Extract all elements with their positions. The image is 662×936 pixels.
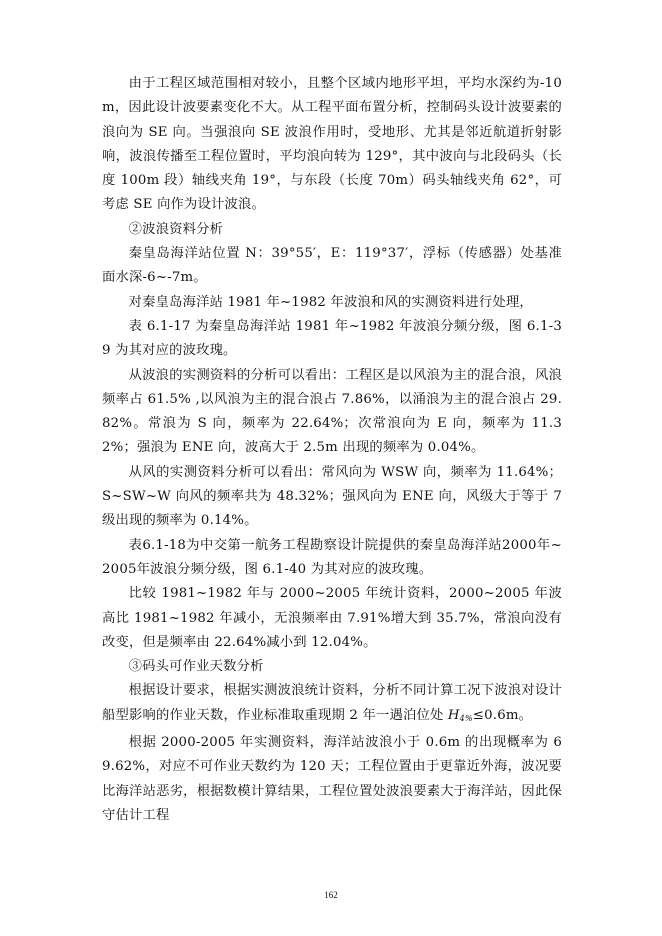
paragraph-wave-analysis: 从波浪的实测资料的分析可以看出：工程区是以风浪为主的混合浪，风浪频率占 61.5% ,以风浪为主的混合浪占 7.86%，以涌浪为主的混合浪占 29.82%。常浪为 S 向，频率为 22.64%；次常浪向为 E 向，频率为 11.32%；强浪为 ENE 向，波高大于 2.5m 出现的频率为 0.04%。 [102,367,562,456]
paragraph-measured-data: 根据 2000-2005 年实测资料，海洋站波浪小于 0.6m 的出现概率为 69.62%，对应不可作业天数约为 120 天；工程位置由于更靠近外海，波况要比海洋站恶劣，根据数模计算结果，工程位置处波浪要素大于海洋站，因此保守估计工程 [102,735,562,823]
body-text [102,72,562,828]
wave-height-formula [448,708,473,723]
paragraph-station-location: 秦皇岛海洋站位置 N：39°55′，E：119°37′，浮标（传感器）处基准面水深-6~-7m。 [102,246,562,286]
paragraph-design-standard [102,679,562,731]
paragraph-wind-analysis: 从风的实测资料分析可以看出：常风向为 WSW 向，频率为 11.64%；S~SW~W 向风的频率共为 48.32%；强风向为 ENE 向，风级大于等于 7 级出现的频率为 0.14%。 [102,464,562,529]
heading-operable-days: ③码头可作业天数分析 [128,659,264,675]
design-standard-text: 根据设计要求，根据实测波浪统计资料，分析不同计算工况下波浪对设计船型影响的作业天数，作业标准取重现期 2 年一遇泊位处 [102,683,562,723]
heading-wave-data-analysis: ②波浪资料分析 [128,221,224,237]
paragraph-table-6-1-17: 表 6.1-17 为秦皇岛海洋站 1981 年~1982 年波浪分频分级，图 6.1-39 为其对应的波玫瑰。 [102,318,562,359]
paragraph-design-wave: 由于工程区域范围相对较小，且整个区域内地形平坦，平均水深约为-10m，因此设计波要素变化不大。从工程平面布置分析，控制码头设计波要素的浪向为 SE 向。当强浪向 SE 波浪作用时，受地形、尤其是邻近航道折射影响，波浪传播至工程位置时，平均浪向转为 129°，其中波向与北段码头（长度 100m 段）轴线夹角 19°，与东段（长度 70m）码头轴线夹角 62°，可考虑 SE 向作为设计波浪。 [102,76,562,213]
formula-symbol: H [447,707,460,723]
paragraph-table-6-1-18: 表6.1-18为中交第一航务工程勘察设计院提供的秦皇岛海洋站2000年~2005年波浪分频分级，图 6.1-40 为其对应的波玫瑰。 [102,537,562,577]
paragraph-data-processing: 对秦皇岛海洋站 1981 年~1982 年波浪和风的实测资料进行处理， [128,294,533,310]
paragraph-comparison: 比较 1981~1982 年与 2000~2005 年统计资料，2000~2005 年波高比 1981~1982 年减小，无浪频率由 7.91%增大到 35.7%，常浪向没有改变，但是频率由 22.64%减小到 12.04%。 [102,586,562,650]
formula-subscript: 4% [459,713,473,723]
page-number: 162 [324,890,338,900]
formula-rest: ≤0.6m。 [472,707,533,723]
